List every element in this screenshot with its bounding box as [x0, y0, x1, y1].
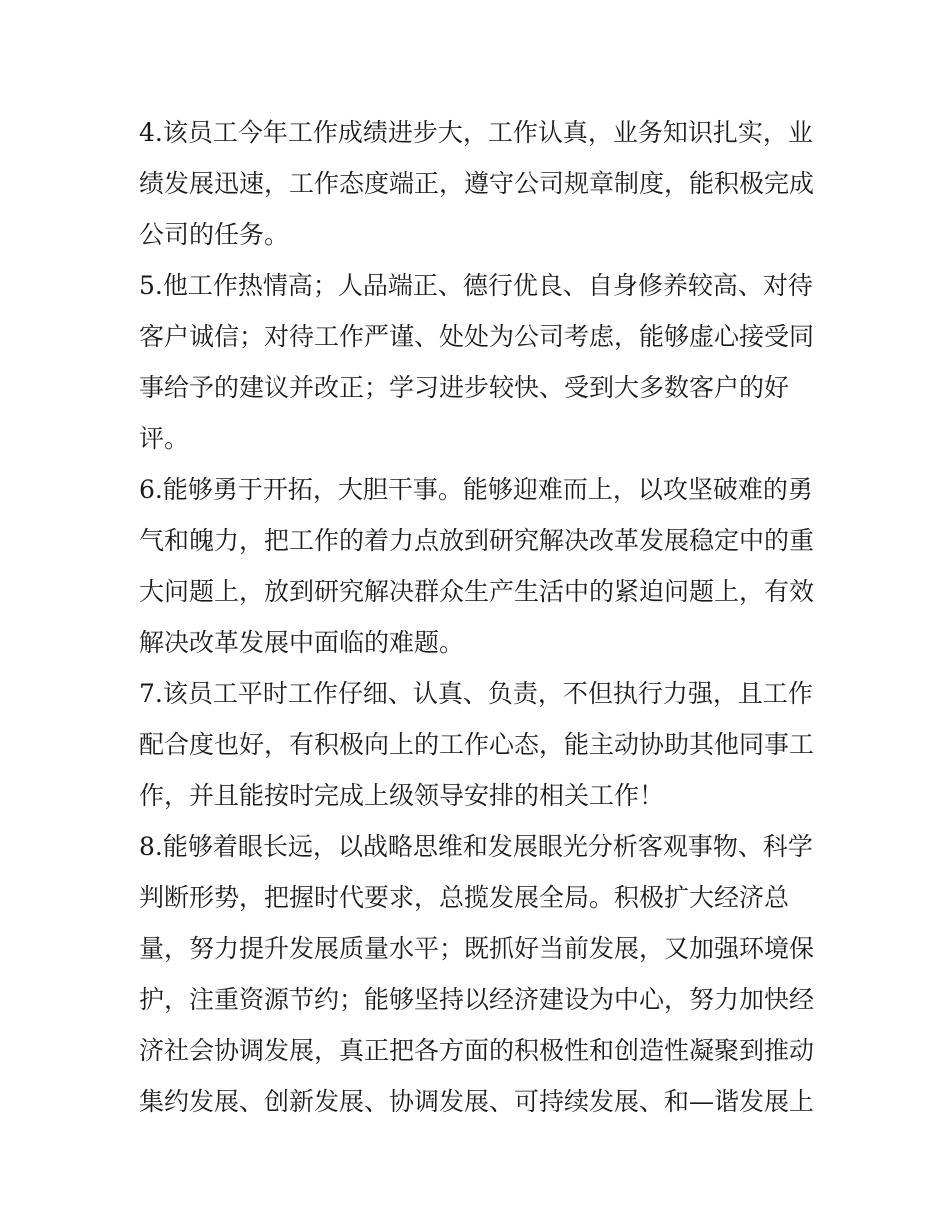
paragraph-line: 大问题上，放到研究解决群众生产生活中的紧迫问题上，有效 [139, 577, 815, 606]
paragraph-line: 解决改革发展中面临的难题。 [139, 628, 465, 657]
paragraph-line: 气和魄力，把工作的着力点放到研究解决改革发展稳定中的重 [139, 526, 815, 555]
paragraph-line: 量，努力提升发展质量水平；既抓好当前发展，又加强环境保 [139, 934, 815, 963]
paragraph-5 [139, 260, 819, 464]
paragraph-8 [139, 821, 819, 1127]
paragraph-line: 客户诚信；对待工作严谨、处处为公司考虑，能够虚心接受同 [139, 322, 815, 351]
paragraph-line: 配合度也好，有积极向上的工作心态，能主动协助其他同事工 [139, 730, 815, 759]
paragraph-line: 4.该员工今年工作成绩进步大，工作认真，业务知识扎实，业 [139, 118, 813, 147]
paragraph-line: 6.能够勇于开拓，大胆干事。能够迎难而上，以攻坚破难的勇 [139, 475, 813, 504]
document-body [139, 107, 819, 1127]
paragraph-line: 公司的任务。 [139, 220, 290, 249]
paragraph-line: 事给予的建议并改正；学习进步较快、受到大多数客户的好 [139, 373, 790, 402]
paragraph-line: 作，并且能按时完成上级领导安排的相关工作！ [139, 781, 665, 810]
paragraph-line: 集约发展、创新发展、协调发展、可持续发展、和—谐发展上 [139, 1087, 815, 1116]
paragraph-7 [139, 668, 819, 821]
paragraph-4 [139, 107, 819, 260]
paragraph-line: 济社会协调发展，真正把各方面的积极性和创造性凝聚到推动 [139, 1036, 815, 1065]
paragraph-line: 8.能够着眼长远，以战略思维和发展眼光分析客观事物、科学 [139, 832, 813, 861]
paragraph-line: 5.他工作热情高；人品端正、德行优良、自身修养较高、对待 [139, 271, 813, 300]
paragraph-line: 护，注重资源节约；能够坚持以经济建设为中心，努力加快经 [139, 985, 815, 1014]
paragraph-line: 绩发展迅速，工作态度端正，遵守公司规章制度，能积极完成 [139, 169, 815, 198]
paragraph-6 [139, 464, 819, 668]
paragraph-line: 判断形势，把握时代要求，总揽发展全局。积极扩大经济总 [139, 883, 790, 912]
paragraph-line: 评。 [139, 424, 190, 453]
paragraph-line: 7.该员工平时工作仔细、认真、负责，不但执行力强，且工作 [139, 679, 813, 708]
